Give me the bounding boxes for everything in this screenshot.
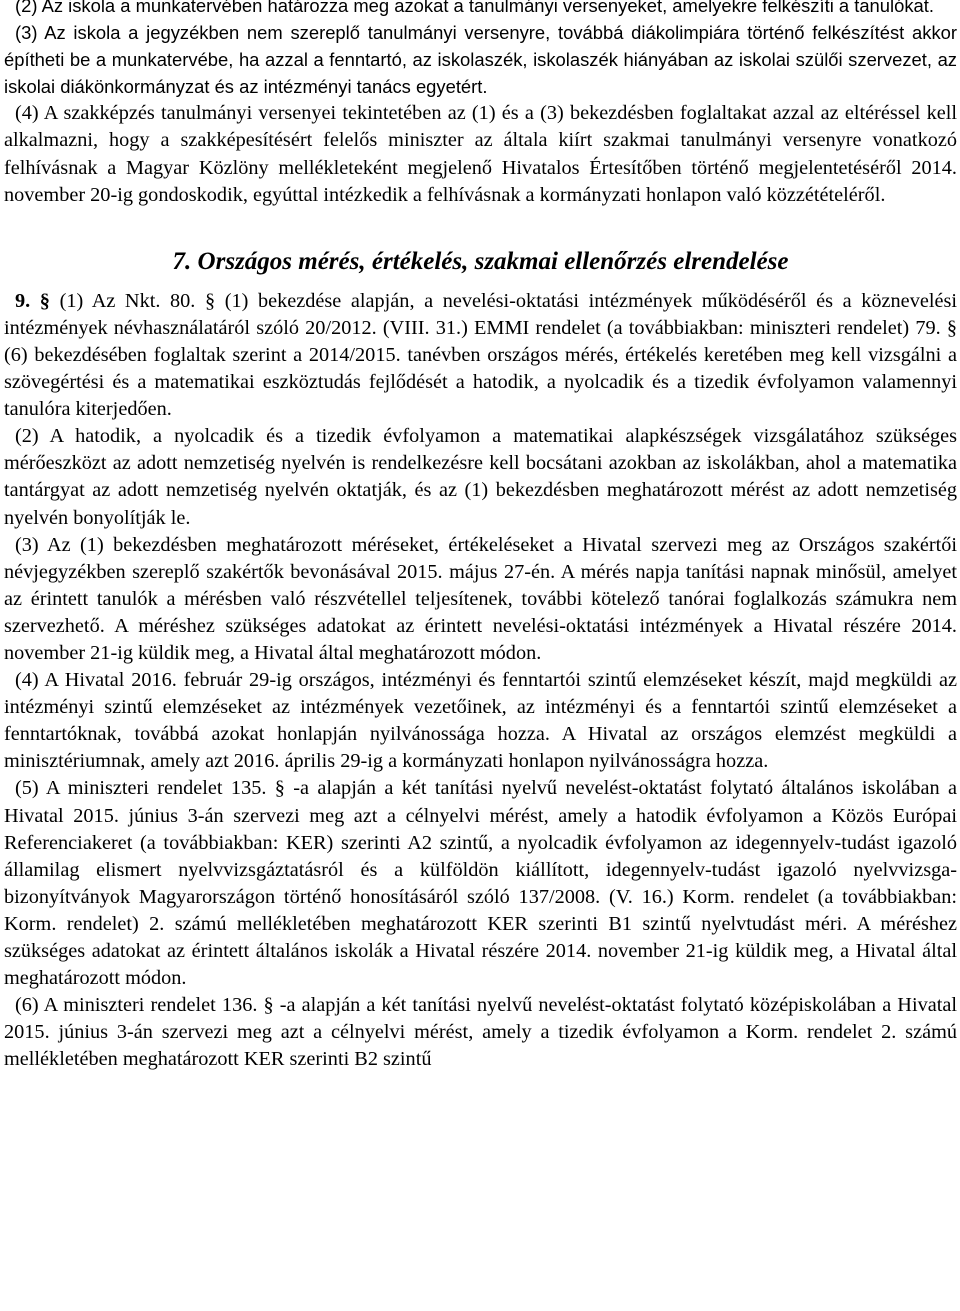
section-number: 9. § (15, 289, 50, 312)
paragraph-9-2: (2) A hatodik, a nyolcadik és a tizedik évfolyamon a matematikai alapkészségek vizsgálatához szükséges mérőeszközt az adott nemzetiség nyelvén is rendelkezésre kell bocsátani azokban az iskolákban, ahol a matematika tantárgyat az adott nemzetiség nyelvén oktatják, és az (1) bekezdésben meghatározott mérést az adott nemzetiség nyelvén bonyolítják le. (4, 425, 957, 529)
document-page (4, 0, 957, 1073)
paragraph-9-3: (3) Az (1) bekezdésben meghatározott méréseket, értékeléseket a Hivatal szervezi meg az Országos szakértői névjegyzékben szereplő szakértők bevonásával 2015. május 27-én. A mérés napja tanítási napnak minősül, amelyet az érintett tanulók a mérésben való részvétellel teljesítenek, további kötelező tanórai foglalkozás számukra nem szervezhető. A méréshez szükséges adatokat az érintett nevelési-oktatási intézmények a Hivatal részére 2014. november 21-ig küldik meg, a Hivatal által meghatározott módon. (4, 533, 957, 664)
paragraph-8-3: (3) Az iskola a jegyzékben nem szereplő tanulmányi versenyre, továbbá diákolimpiára történő felkészítést akkor építheti be a munkatervébe, ha azzal a fenntartó, az iskolaszék, iskolaszék hiányában az iskolai szülői szervezet, az iskolai diákönkormányzat és az intézményi tanács egyetért. (4, 22, 957, 98)
paragraph-8-4: (4) A szakképzés tanulmányi versenyei tekintetében az (1) és a (3) bekezdésben foglaltakat azzal az eltéréssel kell alkalmazni, hogy a szakképesítésért felelős miniszter az általa kiírt szakmai tanulmányi versenyre vonatkozó felhívásnak a Magyar Közlöny mellékleteként megjelenő Hivatalos Értesítőben történő megjelentetéséről 2014. november 20-ig gondoskodik, egyúttal intézkedik a felhívásnak a kormányzati honlapon való közzétételéről. (4, 102, 957, 206)
paragraph-9-6: (6) A miniszteri rendelet 136. § -a alapján a két tanítási nyelvű nevelést-oktatást folytató középiskolában a Hivatal 2015. június 3-án szervezi meg azt a célnyelvi mérést, amely a tizedik évfolyamon a Korm. rendelet 2. számú mellékletében meghatározott KER szerinti B2 szintű (4, 994, 957, 1071)
paragraph-9-1-text: (1) Az Nkt. 80. § (1) bekezdése alapján, a nevelési-oktatási intézmények működéséről és a köznevelési intézmények névhasználatáról szóló 20/2012. (VIII. 31.) EMMI rendelet (a továbbiakban: miniszteri rendelet) 79. § (6) bekezdésében foglaltak szerint a 2014/2015. tanévben országos mérés, értékelés keretében meg kell vizsgálni a szövegértési és a matematikai eszköztudás fejlődését a hatodik, a nyolcadik és a tizedik évfolyamon valamennyi tanulóra kiterjedően. (4, 289, 957, 421)
paragraph-9-1 (4, 288, 957, 423)
section-heading: 7. Országos mérés, értékelés, szakmai ellenőrzés elrendelése (172, 247, 789, 275)
paragraph-8-2: (2) Az iskola a munkatervében határozza meg azokat a tanulmányi versenyeket, amelyekre felkészíti a tanulókat. (15, 0, 934, 16)
paragraph-9-5: (5) A miniszteri rendelet 135. § -a alapján a két tanítási nyelvű nevelést-oktatást folytató általános iskolában a Hivatal 2015. június 3-án szervezi meg azt a célnyelvi mérést, amely a hatodik évfolyamon a Közös Európai Referenciakeret (a továbbiakban: KER) szerinti A2 szintű, a nyolcadik évfolyamon az idegennyelv-tudást igazoló államilag elismert nyelvvizsgáztatásról és a külföldön kiállított, idegennyelv-tudást igazoló nyelvvizsga-bizonyítványok Magyarországon történő honosításáról szóló 137/2008. (V. 16.) Korm. rendelet (a továbbiakban: Korm. rendelet) 2. számú mellékletében meghatározott KER szerinti B1 szintű nyelvtudást méri. A méréshez szükséges adatokat az érintett általános iskolák a Hivatal részére 2014. november 21-ig küldik meg, a Hivatal által meghatározott módon. (4, 777, 957, 990)
paragraph-9-4: (4) A Hivatal 2016. február 29-ig országos, intézményi és fenntartói szintű elemzéseket készít, majd megküldi az intézményi szintű elemzéseket az intézmények vezetőinek, az intézményi és a fenntartói szintű elemzéseket a fenntartóknak, továbbá azokat honlapján nyilvánossága hozza. A Hivatal az országos elemzést megküldi a minisztériumnak, amely azt 2016. április 29-ig a kormányzati honlapon nyilvánosságra hozza. (4, 669, 957, 773)
